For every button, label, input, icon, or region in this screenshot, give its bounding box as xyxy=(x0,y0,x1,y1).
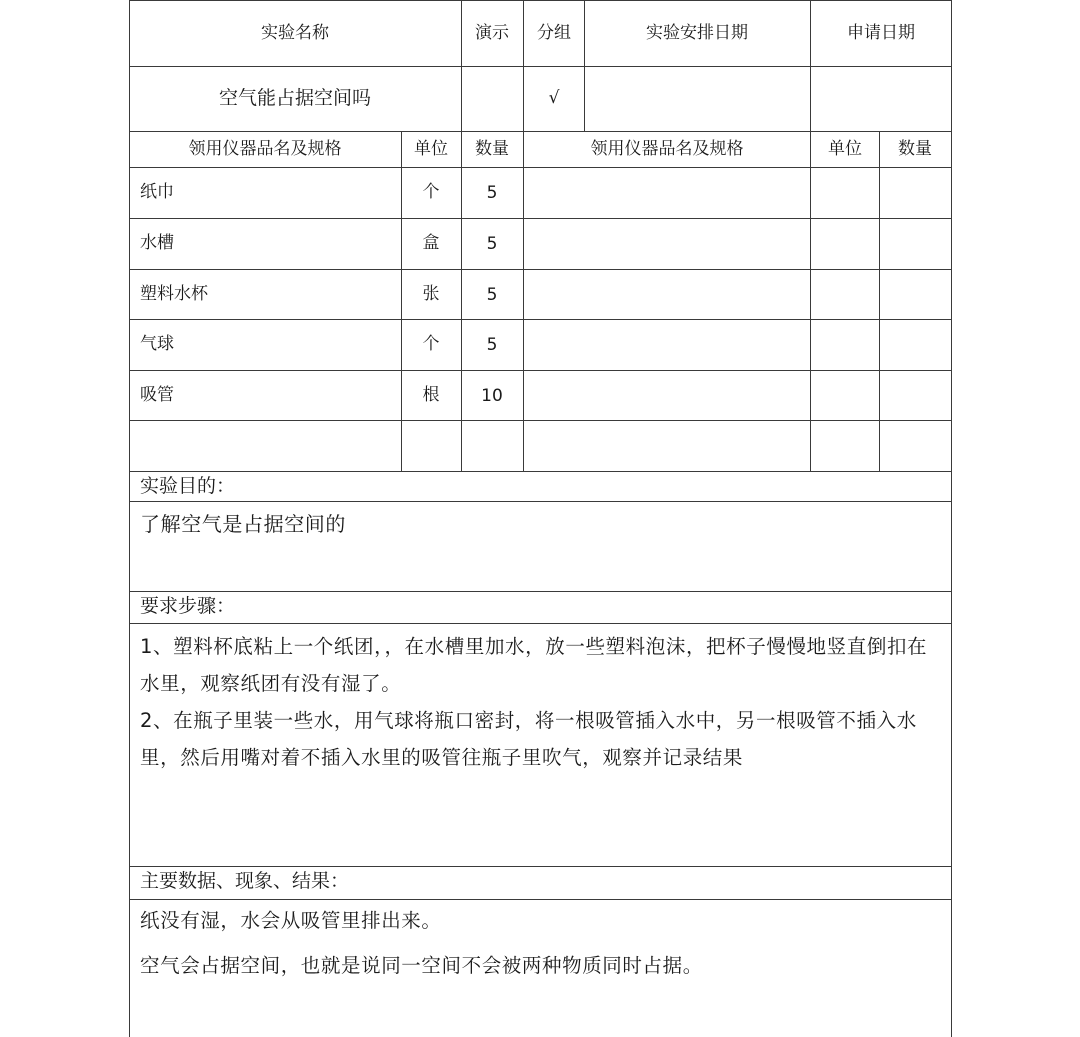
equipment-name-header: 领用仪器品名及规格 xyxy=(188,139,342,159)
equipment-item-unit[interactable]: 张 xyxy=(422,284,440,304)
row-divider xyxy=(129,218,952,219)
equipment-qty-header-2: 数量 xyxy=(898,139,932,159)
row-divider xyxy=(129,370,952,371)
results-paragraph[interactable]: 空气会占据空间，也就是说同一空间不会被两种物质同时占据。 xyxy=(140,954,703,977)
row-divider xyxy=(129,420,952,421)
row-divider xyxy=(129,269,952,270)
equipment-item-name[interactable]: 水槽 xyxy=(140,233,174,253)
row-divider xyxy=(129,623,952,624)
group-label: 分组 xyxy=(537,23,571,43)
equipment-item-name[interactable]: 纸巾 xyxy=(140,182,174,202)
row-divider xyxy=(129,131,952,132)
results-paragraph[interactable]: 纸没有湿，水会从吸管里排出来。 xyxy=(140,909,442,932)
col-divider xyxy=(810,0,811,131)
equipment-item-unit[interactable]: 个 xyxy=(422,182,440,202)
equipment-item-qty[interactable]: 5 xyxy=(486,183,498,203)
col-divider xyxy=(879,131,880,471)
col-divider xyxy=(523,0,524,131)
row-divider xyxy=(129,471,952,472)
col-divider xyxy=(584,0,585,131)
equipment-item-qty[interactable]: 5 xyxy=(486,285,498,305)
row-divider xyxy=(129,66,952,67)
table-border-right xyxy=(951,0,952,1037)
row-divider xyxy=(129,0,952,1)
equipment-unit-header: 单位 xyxy=(414,139,448,159)
purpose-text[interactable]: 了解空气是占据空间的 xyxy=(140,512,346,536)
row-divider xyxy=(129,501,952,502)
row-divider xyxy=(129,167,952,168)
experiment-name-value[interactable]: 空气能占据空间吗 xyxy=(218,87,372,109)
col-divider xyxy=(523,131,524,471)
equipment-item-qty[interactable]: 10 xyxy=(481,386,503,406)
step-paragraph: 1、塑料杯底粘上一个纸团，，在水槽里加水，放一些塑料泡沫，把杯子慢慢地竖直倒扣在水里，观察纸团有没有湿了。 xyxy=(140,635,928,695)
schedule-date-label: 实验安排日期 xyxy=(646,23,748,43)
equipment-item-qty[interactable]: 5 xyxy=(486,234,498,254)
table-border-left xyxy=(129,0,130,1037)
equipment-item-qty[interactable]: 5 xyxy=(486,335,498,355)
purpose-label: 实验目的： xyxy=(140,475,236,497)
equipment-item-name[interactable]: 吸管 xyxy=(140,385,174,405)
col-divider xyxy=(810,131,811,471)
experiment-name-label: 实验名称 xyxy=(261,23,329,43)
col-divider xyxy=(401,131,402,471)
equipment-qty-header: 数量 xyxy=(475,139,509,159)
col-divider xyxy=(461,131,462,471)
equipment-name-header-2: 领用仪器品名及规格 xyxy=(590,139,744,159)
row-divider xyxy=(129,899,952,900)
equipment-item-unit[interactable]: 个 xyxy=(422,334,440,354)
steps-label: 要求步骤： xyxy=(140,595,236,617)
row-divider xyxy=(129,866,952,867)
equipment-unit-header-2: 单位 xyxy=(828,139,862,159)
apply-date-label: 申请日期 xyxy=(847,23,915,43)
equipment-item-unit[interactable]: 根 xyxy=(422,385,440,405)
col-divider xyxy=(461,0,462,131)
steps-text[interactable] xyxy=(140,628,946,776)
row-divider xyxy=(129,591,952,592)
demo-label: 演示 xyxy=(475,23,509,43)
equipment-item-unit[interactable]: 盒 xyxy=(422,233,440,253)
row-divider xyxy=(129,319,952,320)
equipment-item-name[interactable]: 塑料水杯 xyxy=(140,284,208,304)
results-label: 主要数据、现象、结果： xyxy=(140,870,350,892)
equipment-item-name[interactable]: 气球 xyxy=(140,334,174,354)
group-check-mark[interactable]: √ xyxy=(548,88,560,108)
step-paragraph: 2、在瓶子里装一些水，用气球将瓶口密封，将一根吸管插入水中，另一根吸管不插入水里，然后用嘴对着不插入水里的吸管往瓶子里吹气，观察并记录结果 xyxy=(140,709,917,769)
